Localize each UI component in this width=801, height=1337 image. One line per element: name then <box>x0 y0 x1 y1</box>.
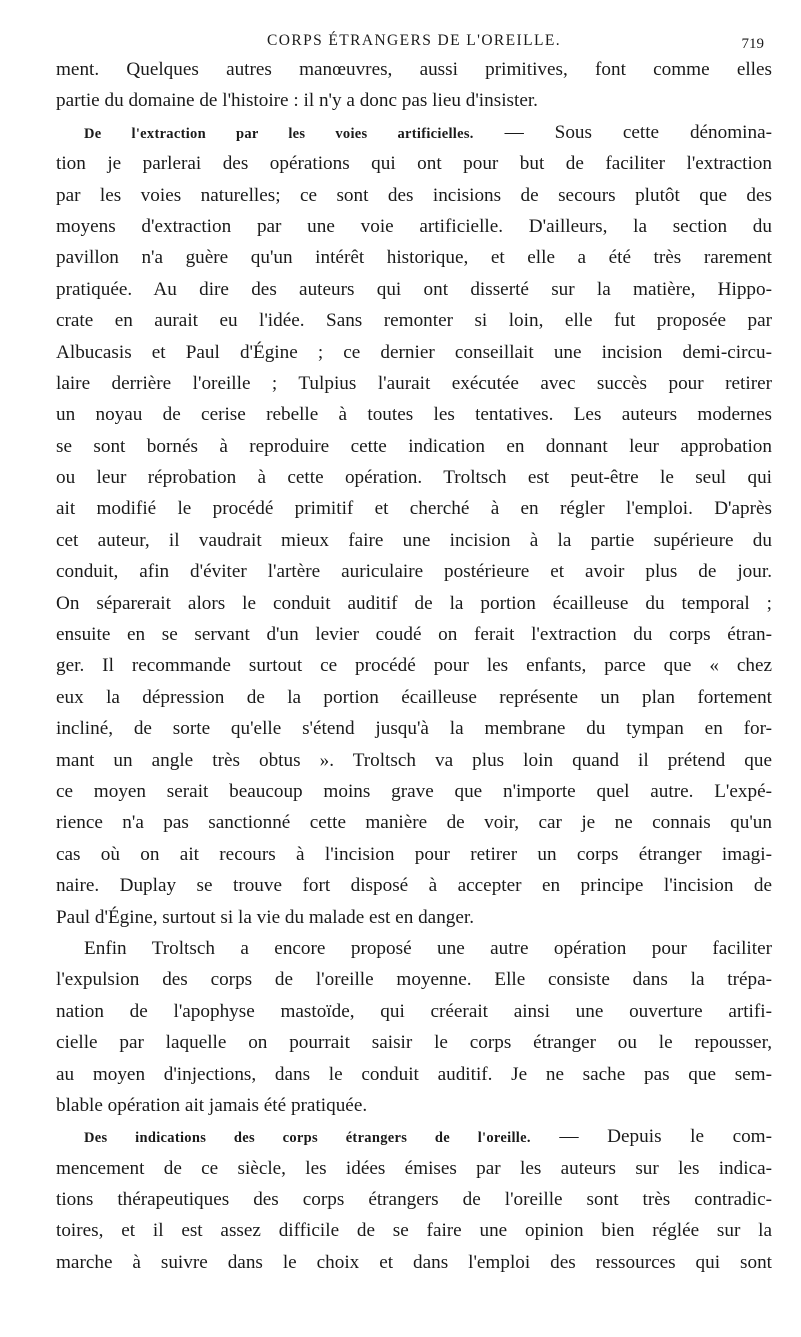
line-text: partie du domaine de l'histoire : il n'y a donc pas lieu d'insister. <box>56 90 538 112</box>
section-heading: Des indications des corps étrangers de l'oreille. <box>84 1130 531 1147</box>
line-text: ou leur réprobation à cette opération. Troltsch est peut-être le seul qui <box>56 467 772 489</box>
text-line <box>56 274 772 305</box>
line-text: pratiquée. Au dire des auteurs qui ont disserté sur la matière, Hippo- <box>56 278 772 300</box>
running-title: CORPS ÉTRANGERS DE L'OREILLE. <box>267 32 561 49</box>
book-page <box>56 0 772 1273</box>
text-line <box>56 54 772 85</box>
text-line <box>56 870 772 901</box>
page-number: 719 <box>741 36 764 52</box>
line-text: mencement de ce siècle, les idées émises par les auteurs sur les indica- <box>56 1157 772 1179</box>
text-line <box>56 211 772 242</box>
running-head <box>56 0 772 54</box>
text-line <box>56 713 772 744</box>
text-line <box>56 1247 772 1278</box>
line-text: Albucasis et Paul d'Égine ; ce dernier conseillait une incision demi-circu- <box>56 341 772 363</box>
line-text: eux la dépression de la portion écailleuse représente un plan fortement <box>56 686 772 708</box>
text-line <box>56 399 772 430</box>
text-line <box>56 148 772 179</box>
line-text: ait modifié le procédé primitif et cherché à en régler l'emploi. D'après <box>56 498 772 520</box>
line-text: — Sous cette dénomina- <box>473 121 772 143</box>
text-line <box>56 117 772 148</box>
text-line <box>56 525 772 556</box>
text-line <box>56 1215 772 1246</box>
text-line <box>56 242 772 273</box>
text-line <box>56 902 772 933</box>
text-line <box>56 1121 772 1152</box>
line-text: un noyau de cerise rebelle à toutes les tentatives. Les auteurs modernes <box>56 404 772 426</box>
text-line <box>56 1090 772 1121</box>
line-text: tion je parlerai des opérations qui ont pour but de faciliter l'extraction <box>56 153 772 175</box>
text-line <box>56 493 772 524</box>
text-line <box>56 807 772 838</box>
line-text: cielle par laquelle on pourrait saisir le corps étranger ou le repousser, <box>56 1032 772 1054</box>
line-text: On séparerait alors le conduit auditif de la portion écailleuse du temporal ; <box>56 592 772 614</box>
line-text: incliné, de sorte qu'elle s'étend jusqu'à la membrane du tympan en for- <box>56 718 772 740</box>
line-text: cet auteur, il vaudrait mieux faire une incision à la partie supérieure du <box>56 529 772 551</box>
line-text: conduit, afin d'éviter l'artère auriculaire postérieure et avoir plus de jour. <box>56 561 772 583</box>
text-line <box>56 588 772 619</box>
text-line <box>56 1153 772 1184</box>
text-line <box>56 682 772 713</box>
text-line <box>56 368 772 399</box>
text-line <box>56 556 772 587</box>
line-text: toires, et il est assez difficile de se faire une opinion bien réglée sur la <box>56 1220 772 1242</box>
text-line <box>56 839 772 870</box>
line-text: mant un angle très obtus ». Troltsch va plus loin quand il prétend que <box>56 749 772 771</box>
text-line <box>56 1184 772 1215</box>
line-text: — Depuis le com- <box>530 1126 772 1148</box>
text-line <box>56 996 772 1027</box>
line-text: crate en aurait eu l'idée. Sans remonter si loin, elle fut proposée par <box>56 310 772 332</box>
line-text: par les voies naturelles; ce sont des incisions de secours plutôt que des <box>56 184 772 206</box>
text-line <box>56 650 772 681</box>
line-text: blable opération ait jamais été pratiquée. <box>56 1094 368 1116</box>
line-text: se sont bornés à reproduire cette indication en donnant leur approbation <box>56 435 772 457</box>
line-text: ensuite en se servant d'un levier coudé on ferait l'extraction du corps étran- <box>56 624 772 646</box>
text-line <box>56 337 772 368</box>
text-line <box>56 305 772 336</box>
text-line <box>56 964 772 995</box>
line-text: ment. Quelques autres manœuvres, aussi primitives, font comme elles <box>56 59 772 80</box>
text-line <box>56 1059 772 1090</box>
text-line <box>56 85 772 116</box>
line-text: ce moyen serait beaucoup moins grave que n'importe quel autre. L'expé- <box>56 780 772 802</box>
text-line <box>56 776 772 807</box>
line-text: Paul d'Égine, surtout si la vie du malade est en danger. <box>56 906 475 928</box>
body-text <box>56 54 772 1278</box>
text-line <box>56 1027 772 1058</box>
line-text: cas où on ait recours à l'incision pour retirer un corps étranger imagi- <box>56 843 772 865</box>
line-text: moyens d'extraction par une voie artificielle. D'ailleurs, la section du <box>56 215 772 237</box>
line-text: marche à suivre dans le choix et dans l'emploi des ressources qui sont <box>56 1251 772 1273</box>
text-line <box>56 619 772 650</box>
line-text: naire. Duplay se trouve fort disposé à accepter en principe l'incision de <box>56 875 772 897</box>
line-text: ger. Il recommande surtout ce procédé pour les enfants, parce que « chez <box>56 655 772 677</box>
line-text: rience n'a pas sanctionné cette manière de voir, car je ne connais qu'un <box>56 812 772 834</box>
section-heading: De l'extraction par les voies artificielles. <box>84 125 474 142</box>
line-text: Enfin Troltsch a encore proposé une autre opération pour faciliter <box>84 937 772 959</box>
text-line <box>56 431 772 462</box>
text-line <box>56 933 772 964</box>
text-line <box>56 180 772 211</box>
line-text: pavillon n'a guère qu'un intérêt historique, et elle a été très rarement <box>56 247 772 269</box>
text-line <box>56 745 772 776</box>
line-text: l'expulsion des corps de l'oreille moyenne. Elle consiste dans la trépa- <box>56 969 772 991</box>
line-text: tions thérapeutiques des corps étrangers de l'oreille sont très contradic- <box>56 1189 772 1211</box>
line-text: nation de l'apophyse mastoïde, qui créerait ainsi une ouverture artifi- <box>56 1000 772 1022</box>
line-text: laire derrière l'oreille ; Tulpius l'aurait exécutée avec succès pour retirer <box>56 372 772 394</box>
line-text: au moyen d'injections, dans le conduit auditif. Je ne sache pas que sem- <box>56 1063 772 1085</box>
text-line <box>56 462 772 493</box>
